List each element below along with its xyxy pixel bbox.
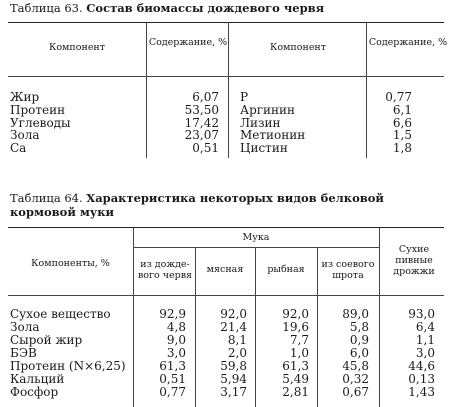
table64-header-col1: из дожде-вого червя (137, 259, 193, 281)
table63-content-value: 0,51 (192, 141, 219, 156)
table64-col2-value: 3,17 (220, 384, 247, 399)
table63-title: Состав биомассы дождевого червя (86, 1, 325, 15)
table64-col2-value: 21,4 (220, 319, 247, 334)
table64-divider (133, 227, 134, 407)
table64-component-name: Сухое вещество (10, 307, 111, 321)
table64-header-col5: Сухие пивные дрожжи (393, 244, 435, 277)
table64-col5-value: 44,6 (408, 358, 435, 373)
table63-header-content: Содержание, % (148, 37, 228, 48)
table64-col1-value: 92,9 (159, 307, 186, 321)
table63-header-component: Компонент (269, 42, 327, 53)
table64-col5-value: 93,0 (408, 307, 435, 321)
table64-title-line2: кормовой муки (10, 205, 115, 219)
table63-component-name: Метионин (240, 128, 306, 143)
table63-header-component: Компонент (48, 42, 106, 53)
table63-component-name: Углеводы (10, 115, 71, 130)
table63-component-name: Зола (10, 128, 40, 143)
table64-col4-value: 0,32 (342, 371, 369, 386)
table64-header-group: Мука (242, 232, 270, 243)
table64-col3-value: 61,3 (282, 358, 309, 373)
table64-col4-value: 0,67 (342, 384, 369, 399)
table64-col1-value: 61,3 (159, 358, 186, 373)
table64-header-col2: мясная (206, 264, 244, 275)
table63-label: Таблица 63. (10, 1, 83, 15)
table64-col5-value: 3,0 (415, 345, 435, 360)
table64-col1-value: 0,77 (159, 384, 186, 399)
table63-component-name: P (240, 90, 249, 104)
table64-col1-value: 9,0 (166, 332, 186, 347)
table63-content-value: 0,77 (385, 90, 412, 104)
table63-component-name: Ca (10, 141, 27, 156)
table63-component-name: Протеин (10, 102, 66, 117)
table63-center-divider (228, 22, 229, 158)
table64-col5-value: 1,43 (408, 384, 435, 399)
table63-divider (146, 22, 147, 158)
table64-col4-value: 6,0 (349, 345, 369, 360)
table63-header-rule (8, 76, 444, 77)
table64-col3-value: 2,81 (282, 384, 309, 399)
table64-col1-value: 0,51 (159, 371, 186, 386)
table63-component-name: Жир (10, 90, 40, 104)
table64-title-line1: Характеристика некоторых видов белковой (86, 191, 384, 205)
table64-component-name: Протеин (N×6,25) (10, 358, 126, 373)
table63-header-content: Содержание, % (368, 37, 448, 48)
table63-content-value: 23,07 (184, 128, 219, 143)
table64-col5-value: 6,4 (415, 319, 435, 334)
table63-caption (10, 1, 324, 15)
table64-col4-value: 5,8 (349, 319, 369, 334)
table64-col2-value: 8,1 (227, 332, 247, 347)
table64-col3-value: 19,6 (282, 319, 309, 334)
table64-col3-value: 7,7 (289, 332, 309, 347)
table64-component-name: Сырой жир (10, 332, 83, 347)
table64-divider (379, 227, 380, 407)
table64-header-components: Компоненты, % (31, 258, 110, 269)
table64-col1-value: 3,0 (166, 345, 186, 360)
table64-col4-value: 0,9 (349, 332, 369, 347)
table63-content-value: 6,1 (392, 102, 412, 117)
table64-col3-value: 92,0 (282, 307, 309, 321)
table64-label: Таблица 64. (10, 191, 83, 205)
table63-component-name: Аргинин (240, 102, 296, 117)
table64-caption (10, 191, 384, 219)
table64-header-col3: рыбная (267, 264, 305, 275)
table64-col2-value: 59,8 (220, 358, 247, 373)
table64-col3-value: 5,49 (282, 371, 309, 386)
table63-content-value: 6,07 (192, 90, 219, 104)
table64-col4-value: 89,0 (342, 307, 369, 321)
table64-col2-value: 92,0 (220, 307, 247, 321)
table64-component-name: Кальций (10, 371, 65, 386)
table64-divider (317, 247, 318, 407)
table64-component-name: БЭВ (10, 345, 37, 360)
table64-col2-value: 5,94 (220, 371, 247, 386)
table63-component-name: Лизин (240, 115, 281, 130)
table63-content-value: 53,50 (184, 102, 219, 117)
table63-top-rule (8, 22, 444, 23)
table63-content-value: 1,8 (392, 141, 412, 156)
table64-col2-value: 2,0 (227, 345, 247, 360)
table63-component-name: Цистин (240, 141, 288, 156)
table63-divider (366, 22, 367, 158)
table64-header-col4: из соевого шрота (321, 259, 375, 281)
table64-col5-value: 0,13 (408, 371, 435, 386)
table64-group-rule (133, 247, 379, 248)
table63-content-value: 17,42 (184, 115, 219, 130)
table64-component-name: Зола (10, 319, 40, 334)
table63-content-value: 1,5 (392, 128, 412, 143)
table64-col1-value: 4,8 (166, 319, 186, 334)
table63-content-value: 6,6 (392, 115, 412, 130)
table64-col5-value: 1,1 (415, 332, 435, 347)
table64-col4-value: 45,8 (342, 358, 369, 373)
table64-component-name: Фосфор (10, 384, 59, 399)
table64-col3-value: 1,0 (289, 345, 309, 360)
